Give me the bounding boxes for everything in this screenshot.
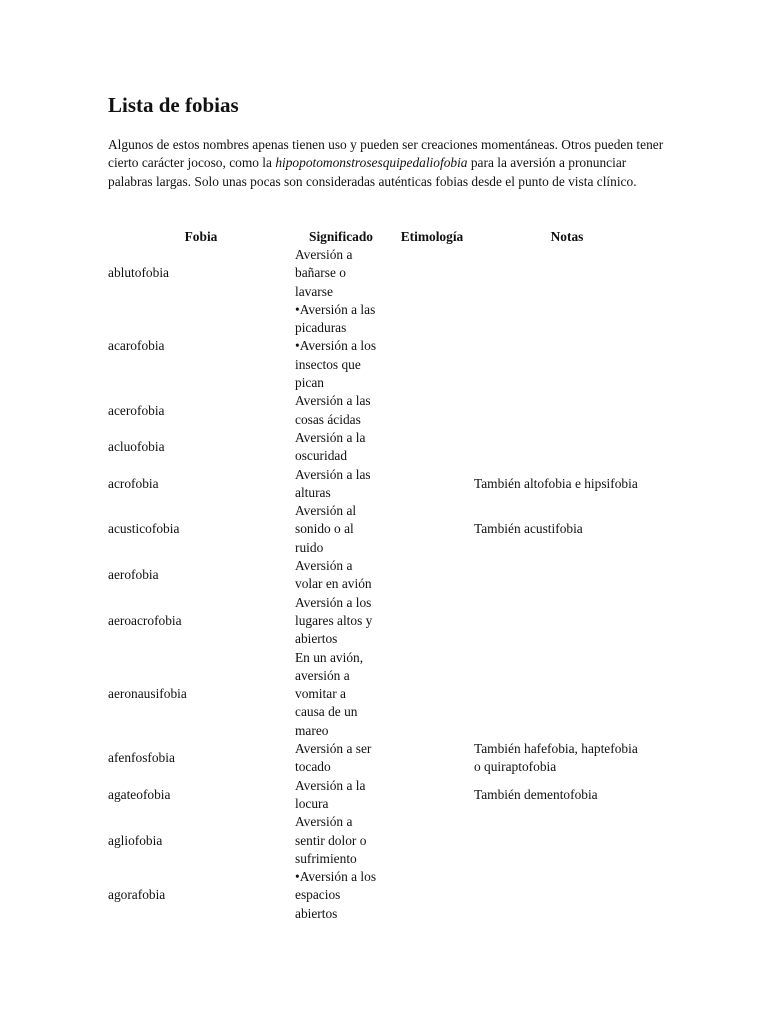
cell-significado	[295, 301, 391, 392]
intro-text-start: Algunos de estos nombres apenas tienen uso y pueden ser creaciones momentáneas. Otros pueden tener cierto carácter jocoso, como la	[108, 137, 664, 171]
table-row	[108, 649, 708, 740]
table-row	[108, 594, 708, 649]
cell-significado	[295, 777, 391, 814]
significado-line: abiertos	[295, 905, 338, 921]
table-body	[108, 246, 708, 923]
header-etimologia: Etimología	[400, 229, 464, 244]
table-row	[108, 502, 708, 557]
significado-line: •Aversión a los	[295, 869, 377, 885]
notas-line: También altofobia e hipsifobia	[474, 475, 638, 491]
notas-line: También acustifobia	[474, 521, 583, 537]
significado-line: sentir dolor o	[295, 832, 367, 848]
significado-line: alturas	[295, 484, 331, 500]
significado-line: Aversión a	[295, 814, 353, 830]
significado-line: espacios	[295, 887, 341, 903]
significado-line: Aversión a los	[295, 594, 372, 610]
significado-line: volar en avión	[295, 576, 372, 592]
table-row	[108, 246, 708, 301]
significado-line: Aversión a la	[295, 777, 366, 793]
cell-fobia: ablutofobia	[108, 265, 169, 281]
cell-fobia: agateofobia	[108, 786, 171, 802]
significado-line: insectos que	[295, 356, 361, 372]
table-row	[108, 740, 708, 777]
notas-line: o quiraptofobia	[474, 759, 557, 775]
cell-significado	[295, 466, 391, 503]
table-row	[108, 301, 708, 392]
cell-fobia: acerofobia	[108, 402, 165, 418]
significado-line: •Aversión a los	[295, 338, 377, 354]
significado-line: picaduras	[295, 320, 347, 336]
significado-line: aversión a	[295, 667, 350, 683]
significado-line: cosas ácidas	[295, 411, 361, 427]
header-significado: Significado	[309, 229, 373, 244]
cell-significado	[295, 557, 391, 594]
header-notas: Notas	[550, 229, 584, 244]
cell-fobia: agorafobia	[108, 887, 166, 903]
significado-line: lugares altos y	[295, 612, 373, 628]
significado-line: En un avión,	[295, 649, 364, 665]
significado-line: abiertos	[295, 631, 338, 647]
cell-significado	[295, 502, 391, 557]
cell-significado	[295, 392, 391, 429]
significado-line: pican	[295, 375, 324, 391]
table-header	[108, 227, 708, 246]
notas-line: También dementofobia	[474, 786, 598, 802]
notas-line: También hafefobia, haptefobia	[474, 741, 638, 757]
significado-line: bañarse o	[295, 265, 346, 281]
significado-line: Aversión a las	[295, 466, 371, 482]
cell-fobia: agliofobia	[108, 832, 163, 848]
significado-line: sonido o al	[295, 521, 354, 537]
significado-line: Aversión a la	[295, 429, 366, 445]
cell-notas	[474, 520, 669, 538]
cell-significado	[295, 429, 391, 466]
cell-significado	[295, 246, 391, 301]
table-row	[108, 429, 708, 466]
table-row	[108, 466, 708, 503]
cell-significado	[295, 868, 391, 923]
cell-notas	[474, 786, 669, 804]
significado-line: causa de un	[295, 704, 358, 720]
header-fobia: Fobia	[184, 229, 218, 244]
significado-line: lavarse	[295, 283, 333, 299]
significado-line: tocado	[295, 759, 331, 775]
significado-line: Aversión a	[295, 247, 353, 262]
cell-fobia: acarofobia	[108, 338, 165, 354]
significado-line: sufrimiento	[295, 850, 357, 866]
table-row	[108, 777, 708, 814]
cell-significado	[295, 740, 391, 777]
cell-notas	[474, 740, 669, 777]
significado-line: Aversión a	[295, 558, 353, 574]
intro-text-end: para la aversión a pronunciar palabras largas. Solo unas pocas son consideradas auténticas fobias desde el punto de vista clínico.	[108, 155, 637, 189]
significado-line: •Aversión a las	[295, 301, 376, 317]
cell-significado	[295, 594, 391, 649]
cell-fobia: acluofobia	[108, 439, 165, 455]
table-row	[108, 557, 708, 594]
cell-fobia: aerofobia	[108, 567, 159, 583]
significado-line: Aversión a las	[295, 393, 371, 409]
table-row	[108, 813, 708, 868]
significado-line: vomitar a	[295, 686, 346, 702]
significado-line: Aversión al	[295, 503, 357, 519]
cell-fobia: aeronausifobia	[108, 686, 187, 702]
cell-fobia: aeroacrofobia	[108, 612, 182, 628]
significado-line: Aversión a ser	[295, 741, 372, 757]
cell-significado	[295, 649, 391, 740]
table-row	[108, 392, 708, 429]
significado-line: locura	[295, 795, 329, 811]
significado-line: mareo	[295, 722, 329, 738]
significado-line: oscuridad	[295, 448, 348, 464]
cell-significado	[295, 813, 391, 868]
document-title: Lista de fobias	[108, 93, 239, 117]
intro-italic-term: hipopotomonstrosesquipedaliofobia	[275, 155, 468, 171]
table-row	[108, 868, 708, 923]
significado-line: ruido	[295, 539, 324, 555]
cell-fobia: afenfosfobia	[108, 750, 175, 766]
cell-fobia: acrofobia	[108, 475, 159, 491]
intro-paragraph	[108, 136, 668, 191]
cell-fobia: acusticofobia	[108, 521, 180, 537]
cell-notas	[474, 475, 669, 493]
phobia-table	[108, 227, 708, 923]
